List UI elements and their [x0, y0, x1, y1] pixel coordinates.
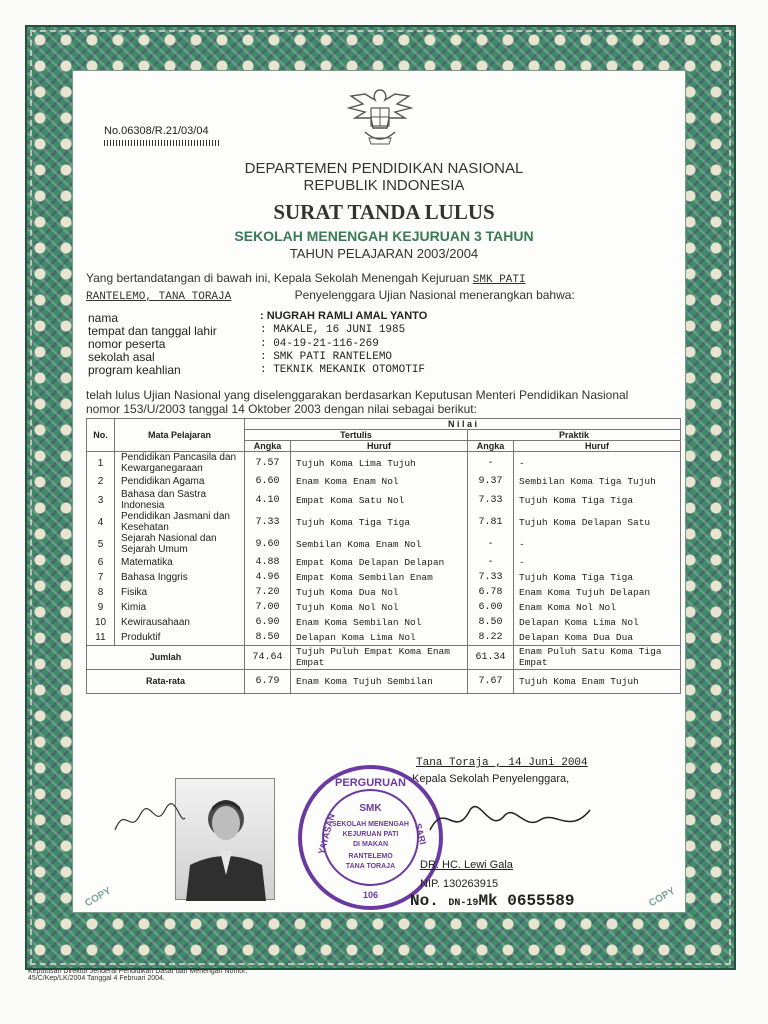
garuda-emblem-icon [345, 82, 415, 154]
written-words: Delapan Koma Lima Nol [291, 630, 468, 645]
school-fill-2: RANTELEMO, TANA TORAJA [86, 291, 232, 303]
row-number: 11 [87, 630, 115, 645]
row-number: 4 [87, 511, 115, 533]
header-angka: Angka [468, 441, 514, 452]
average-label: Rata-rata [87, 669, 245, 693]
grade-row [87, 452, 681, 475]
grade-row [87, 555, 681, 570]
student-name: : NUGRAH RAMLI AMAL YANTO [260, 310, 428, 322]
written-words: Sembilan Koma Enam Nol [291, 533, 468, 555]
serial-number [410, 892, 574, 910]
practical-words: - [514, 533, 681, 555]
total-label: Jumlah [87, 645, 245, 669]
practical-words: Delapan Koma Dua Dua [514, 630, 681, 645]
intro-text-2: Penyelenggara Ujian Nasional menerangkan bahwa: [294, 288, 575, 302]
total-practical-score: 61.34 [468, 645, 514, 669]
intro-line-1 [86, 271, 526, 286]
stamp-center-2: SEKOLAH MENENGAH [331, 821, 409, 828]
birth-value: : MAKALE, 16 JUNI 1985 [260, 324, 406, 336]
header-tertulis: Tertulis [245, 430, 468, 441]
program-label: program keahlian [88, 363, 181, 377]
row-number: 8 [87, 585, 115, 600]
practical-words: - [514, 452, 681, 475]
grade-row [87, 570, 681, 585]
written-score: 7.20 [245, 585, 291, 600]
header-subject: Mata Pelajaran [115, 419, 245, 452]
total-written-words: Tujuh Puluh Empat Koma Enam Empat [291, 645, 468, 669]
practical-score: - [468, 533, 514, 555]
stamp-center-6: TANA TORAJA [345, 863, 396, 870]
average-practical-words: Tujuh Koma Enam Tujuh [514, 669, 681, 693]
header-nilai: N i l a i [245, 419, 681, 430]
stamp-center-3: KEJURUAN PATI [342, 831, 399, 838]
serial-prefix: No. [410, 892, 439, 910]
header-angka: Angka [245, 441, 291, 452]
practical-score: 8.22 [468, 630, 514, 645]
practical-score: 7.33 [468, 489, 514, 511]
row-number: 1 [87, 452, 115, 475]
practical-words: Tujuh Koma Tiga Tiga [514, 570, 681, 585]
exam-number-value: : 04-19-21-116-269 [260, 338, 379, 350]
stamp-left-text: YAYASAN [316, 812, 337, 856]
row-number: 9 [87, 600, 115, 615]
grade-row [87, 615, 681, 630]
written-score: 7.57 [245, 452, 291, 475]
country-name: REPUBLIK INDONESIA [303, 177, 465, 194]
program-value: : TEKNIK MEKANIK OTOMOTIF [260, 364, 426, 376]
row-number: 3 [87, 489, 115, 511]
practical-words: Enam Koma Tujuh Delapan [514, 585, 681, 600]
subject-name: Pendidikan Jasmani dan Kesehatan [115, 511, 245, 533]
practical-words: Delapan Koma Lima Nol [514, 615, 681, 630]
written-score: 8.50 [245, 630, 291, 645]
grade-row [87, 511, 681, 533]
footnote: Keputusan Direktur Jenderal Pendidikan Dasar dan Menengah Nomor: 45/C/Kep/LK/2004 Tanggal 4 Februari 2004. [28, 968, 248, 982]
subject-name: Kimia [115, 600, 245, 615]
barcode [104, 140, 219, 146]
row-number: 2 [87, 474, 115, 489]
written-score: 7.00 [245, 600, 291, 615]
certificate-subtitle: SEKOLAH MENENGAH KEJURUAN 3 TAHUN [234, 228, 534, 244]
practical-score: 7.33 [468, 570, 514, 585]
practical-words: - [514, 555, 681, 570]
row-number: 6 [87, 555, 115, 570]
intro-line-2 [86, 288, 575, 303]
subject-name: Pendidikan Pancasila dan Kewarganegaraan [115, 452, 245, 475]
practical-score: 6.00 [468, 600, 514, 615]
header-huruf: Huruf [514, 441, 681, 452]
practical-words: Tujuh Koma Delapan Satu [514, 511, 681, 533]
statement-line-2: nomor 153/U/2003 tanggal 14 Oktober 2003 dengan nilai sebagai berikut: [86, 402, 477, 416]
school-fill: SMK PATI [472, 274, 526, 286]
intro-text: Yang bertandatangan di bawah ini, Kepala Sekolah Menengah Kejuruan [86, 271, 470, 285]
subject-name: Sejarah Nasional dan Sejarah Umum [115, 533, 245, 555]
subject-name: Fisika [115, 585, 245, 600]
stamp-center-4: DI MAKAN [353, 841, 388, 848]
written-score: 6.90 [245, 615, 291, 630]
total-written-score: 74.64 [245, 645, 291, 669]
header-praktik: Praktik [468, 430, 681, 441]
practical-words: Tujuh Koma Tiga Tiga [514, 489, 681, 511]
written-score: 4.88 [245, 555, 291, 570]
practical-score: - [468, 452, 514, 475]
grade-row [87, 489, 681, 511]
written-score: 9.60 [245, 533, 291, 555]
subject-name: Matematika [115, 555, 245, 570]
practical-score: 6.78 [468, 585, 514, 600]
grade-row [87, 600, 681, 615]
written-words: Tujuh Koma Dua Nol [291, 585, 468, 600]
stamp-right-text: SARI [412, 822, 429, 846]
grades-table [86, 418, 681, 694]
written-words: Tujuh Koma Nol Nol [291, 600, 468, 615]
written-words: Tujuh Koma Tiga Tiga [291, 511, 468, 533]
written-score: 4.10 [245, 489, 291, 511]
written-words: Tujuh Koma Lima Tujuh [291, 452, 468, 475]
practical-words: Sembilan Koma Tiga Tujuh [514, 474, 681, 489]
row-number: 10 [87, 615, 115, 630]
header-no: No. [87, 419, 115, 452]
row-number: 5 [87, 533, 115, 555]
written-words: Empat Koma Satu Nol [291, 489, 468, 511]
grade-row [87, 533, 681, 555]
place-date: Tana Toraja , 14 Juni 2004 [416, 757, 588, 769]
document-number: No.06308/R.21/03/04 [104, 125, 209, 137]
written-words: Empat Koma Sembilan Enam [291, 570, 468, 585]
copy-watermark: COPY [83, 885, 114, 910]
stamp-center-5: RANTELEMO [348, 853, 393, 860]
principal-nip: NIP. 130263915 [420, 878, 499, 890]
row-number: 7 [87, 570, 115, 585]
birth-label: tempat dan tanggal lahir [88, 324, 217, 338]
exam-number-label: nomor peserta [88, 337, 166, 351]
practical-score: 9.37 [468, 474, 514, 489]
name-label: nama [88, 311, 119, 325]
grade-row [87, 630, 681, 645]
student-signature [110, 800, 190, 840]
average-written-words: Enam Koma Tujuh Sembilan [291, 669, 468, 693]
practical-score: 8.50 [468, 615, 514, 630]
student-photo [175, 778, 275, 900]
stamp-center-1: SMK [359, 803, 382, 814]
average-written-score: 6.79 [245, 669, 291, 693]
subject-name: Kewirausahaan [115, 615, 245, 630]
school-label: sekolah asal [88, 350, 155, 364]
subject-name: Produktif [115, 630, 245, 645]
principal-signature [420, 790, 600, 850]
written-words: Enam Koma Enam Nol [291, 474, 468, 489]
written-words: Empat Koma Delapan Delapan [291, 555, 468, 570]
person-silhouette-icon [176, 779, 276, 901]
statement-line-1: telah lulus Ujian Nasional yang diselenggarakan berdasarkan Keputusan Menteri Pendidikan Nasional [86, 388, 629, 402]
total-practical-words: Enam Puluh Satu Koma Tiga Empat [514, 645, 681, 669]
school-value: : SMK PATI RANTELEMO [260, 351, 393, 363]
practical-words: Enam Koma Nol Nol [514, 600, 681, 615]
grade-row [87, 585, 681, 600]
certificate-title: SURAT TANDA LULUS [273, 200, 495, 224]
department-name: DEPARTEMEN PENDIDIKAN NASIONAL [244, 160, 524, 177]
signer-role: Kepala Sekolah Penyelenggara, [412, 773, 570, 785]
practical-score: - [468, 555, 514, 570]
written-score: 6.60 [245, 474, 291, 489]
copy-watermark: COPY [647, 885, 678, 910]
serial-digits: 0655589 [507, 892, 575, 910]
serial-code: DN-19 [448, 898, 479, 909]
serial-mk: Mk [478, 892, 498, 910]
stamp-top-text: PERGURUAN [335, 777, 406, 789]
stamp-bottom-text: 106 [362, 890, 379, 900]
academic-year: TAHUN PELAJARAN 2003/2004 [289, 246, 479, 261]
subject-name: Pendidikan Agama [115, 474, 245, 489]
written-score: 4.96 [245, 570, 291, 585]
practical-score: 7.81 [468, 511, 514, 533]
written-words: Enam Koma Sembilan Nol [291, 615, 468, 630]
subject-name: Bahasa Inggris [115, 570, 245, 585]
header-huruf: Huruf [291, 441, 468, 452]
average-practical-score: 7.67 [468, 669, 514, 693]
written-score: 7.33 [245, 511, 291, 533]
grade-row [87, 474, 681, 489]
subject-name: Bahasa dan Sastra Indonesia [115, 489, 245, 511]
principal-name: DR. HC. Lewi Gala [420, 859, 513, 871]
